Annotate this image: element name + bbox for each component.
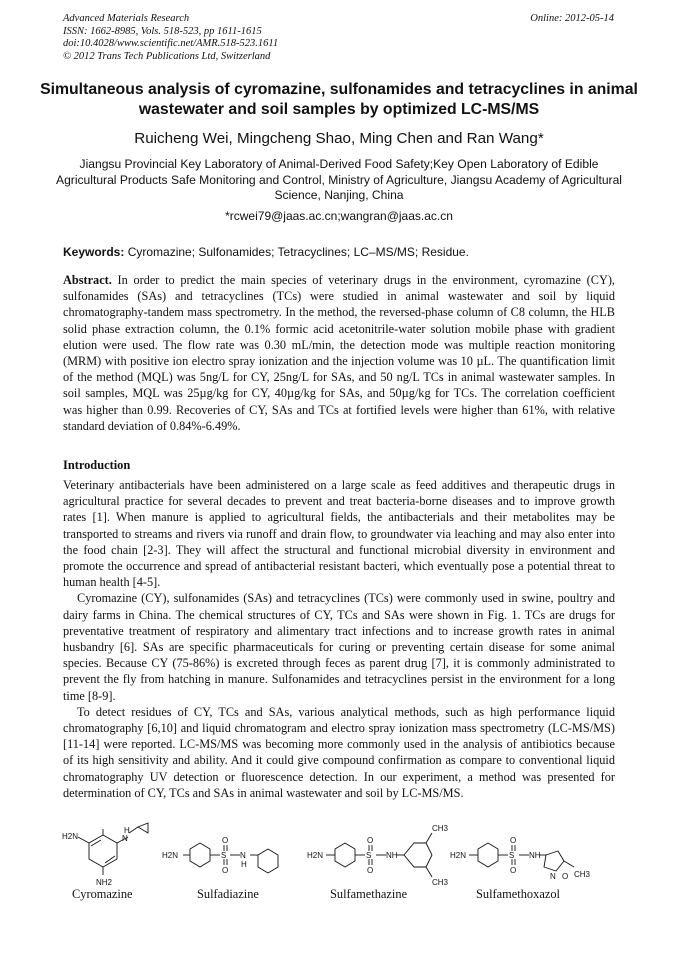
caption-sulfamethazine: Sulfamethazine — [330, 887, 408, 901]
atom-label: S — [509, 851, 515, 860]
atom-label: O — [222, 866, 229, 875]
atom-label: N — [122, 834, 128, 843]
intro-paragraph-2: Cyromazine (CY), sulfonamides (SAs) and tetracyclines (TCs) were commonly used in swine, poultry and dairy farms in China. The chemical structures of CY, TCs and SAs were shown in Fig. 1. TCs are drugs for preventative treatment of respiratory and alimentary tract infections and to increase growth rates in animal husbandry [6]. SAs are specific pharmaceuticals for curing or preventing certain disease for some animal species. Because CY (75-86%) is excreted through feces as parent drug [7], it is commonly administrated to prevent the fly from hatching in manure. Sulfonamides and tetracyclines persist in the environment for a long time [8-9]. — [63, 591, 615, 703]
atom-label: CH3 — [432, 824, 449, 833]
atom-label: S — [221, 851, 227, 860]
atom-label: O — [510, 836, 517, 845]
atom-label: N — [240, 851, 246, 860]
author-list: Ruicheng Wei, Mingcheng Shao, Ming Chen and Ran Wang* — [134, 130, 544, 147]
intro-paragraph-1: Veterinary antibacterials have been administered on a large scale as feed additives and therapeutic drugs in agricultural practice for several decades to prevent and treat bacteria-borne diseases and to improve growth rates [1]. When manure is applied to agricultural fields, the antibacterials and their metabolites may be transported to streams and rivers via runoff and drain flow, to groundwater via leaching and may also enter into the food chain [2-3]. They will affect the structural and functional microbial diversity in environment and promote the occurrence and spread of antibacterial resistant bacteri, which eventually pose a potential threat to human health [4-5]. — [63, 478, 615, 590]
atom-label: H — [241, 860, 247, 869]
keywords-text: Cyromazine; Sulfonamides; Tetracyclines; LC–MS/MS; Residue. — [124, 245, 469, 259]
atom-label: NH2 — [96, 878, 113, 887]
issn-line: ISSN: 1662-8985, Vols. 518-523, pp 1611-1615 — [63, 25, 262, 37]
online-date: Online: 2012-05-14 — [530, 13, 614, 24]
keywords-label: Keywords: — [63, 245, 125, 259]
atom-label: H2N — [450, 851, 467, 860]
caption-sulfadiazine: Sulfadiazine — [197, 887, 259, 901]
abstract-text: In order to predict the main species of veterinary drugs in the environment, cyromazine (CY), sulfonamides (SAs) and tetracyclines (TCs) were studied in animal wastewater and soil by liquid chromatography-tandem mass spectrometry. In the method, the reversed-phase column of C8 column, the HLB solid phase extraction column, the 0.1% formic acid acetonitrile-water solution mobile phase with gradient elution were used. The flow rate was 0.30 mL/min, the detection mode was multiple reaction monitoring (MRM) with positive ion electro spray ionization and the injection volume was 10 µL. The quantification limit of the method (MQL) was 5ng/L for CY, 25ng/L for SAs, and 50 ng/L TCs in animal wastewater samples. In soil samples, MQL was 25µg/kg for CY, 40µg/kg for SAs, and 50µg/kg for TCs. The correlation coefficient was higher than 0.99. Recoveries of CY, SAs and TCs at fortified levels were higher than 61%, with relative standard deviation of 0.84%-6.49%. — [63, 273, 615, 433]
atom-label: O — [222, 836, 229, 845]
abstract — [63, 272, 615, 434]
keywords — [63, 245, 623, 259]
caption-cyromazine: Cyromazine — [72, 887, 133, 901]
sulfamethoxazol-structure — [469, 843, 574, 871]
atom-label: H2N — [162, 851, 179, 860]
atom-label: H2N — [62, 832, 79, 841]
contact-email: *rcwei79@jaas.ac.cn;wangran@jaas.ac.cn — [225, 209, 453, 223]
sulfamethazine-structure — [326, 833, 432, 877]
caption-sulfamethoxazol: Sulfamethoxazol — [476, 887, 560, 901]
atom-label: CH3 — [574, 870, 591, 879]
atom-label: NH — [529, 851, 541, 860]
atom-label: H2N — [307, 851, 324, 860]
sulfadiazine-structure — [183, 843, 278, 873]
journal-header — [63, 13, 278, 63]
atom-label: N — [550, 872, 556, 881]
copyright-line: © 2012 Trans Tech Publications Ltd, Switzerland — [63, 50, 271, 62]
atom-label: O — [562, 872, 569, 881]
cyromazine-structure — [78, 823, 148, 875]
atom-label: S — [366, 851, 372, 860]
doi-line: doi:10.4028/www.scientific.net/AMR.518-523.1611 — [63, 38, 279, 49]
affiliation: Jiangsu Provincial Key Laboratory of Animal-Derived Food Safety;Key Open Laboratory of Edible Agricultural Products Safe Monitoring and Control, Ministry of Agriculture, Jiangsu Academy of Agricultural Science, Nanjing, China — [56, 157, 622, 203]
abstract-label: Abstract. — [63, 273, 112, 287]
chemical-structures-figure — [58, 815, 628, 935]
paper-title: Simultaneous analysis of cyromazine, sulfonamides and tetracyclines in animal wastewater and soil samples by optimized LC-MS/MS — [40, 81, 638, 118]
atom-label: O — [367, 866, 374, 875]
atom-label: H — [124, 826, 130, 835]
atom-label: O — [510, 866, 517, 875]
introduction-heading: Introduction — [63, 458, 131, 472]
atom-label: O — [367, 836, 374, 845]
intro-paragraph-3: To detect residues of CY, TCs and SAs, various analytical methods, such as high performance liquid chromatography [6,10] and liquid chromatogram and electro spray ionization mass spectrometry (LC-MS/MS) [11-14] were reported. LC-MS/MS was becoming more commonly used in the analysis of antibiotics because of its high sensitivity and ability. And it could give compound confirmation as compare to conventional liquid chromatography UV detection or fluorescence detection. In our experiment, a method was presented for determination of CY, TCs and SAs in animal wastewater and soil by LC-MS/MS. — [63, 704, 615, 800]
introduction-body — [63, 477, 615, 801]
atom-label: NH — [386, 851, 398, 860]
atom-label: CH3 — [432, 878, 449, 887]
journal-name: Advanced Materials Research — [63, 13, 190, 24]
